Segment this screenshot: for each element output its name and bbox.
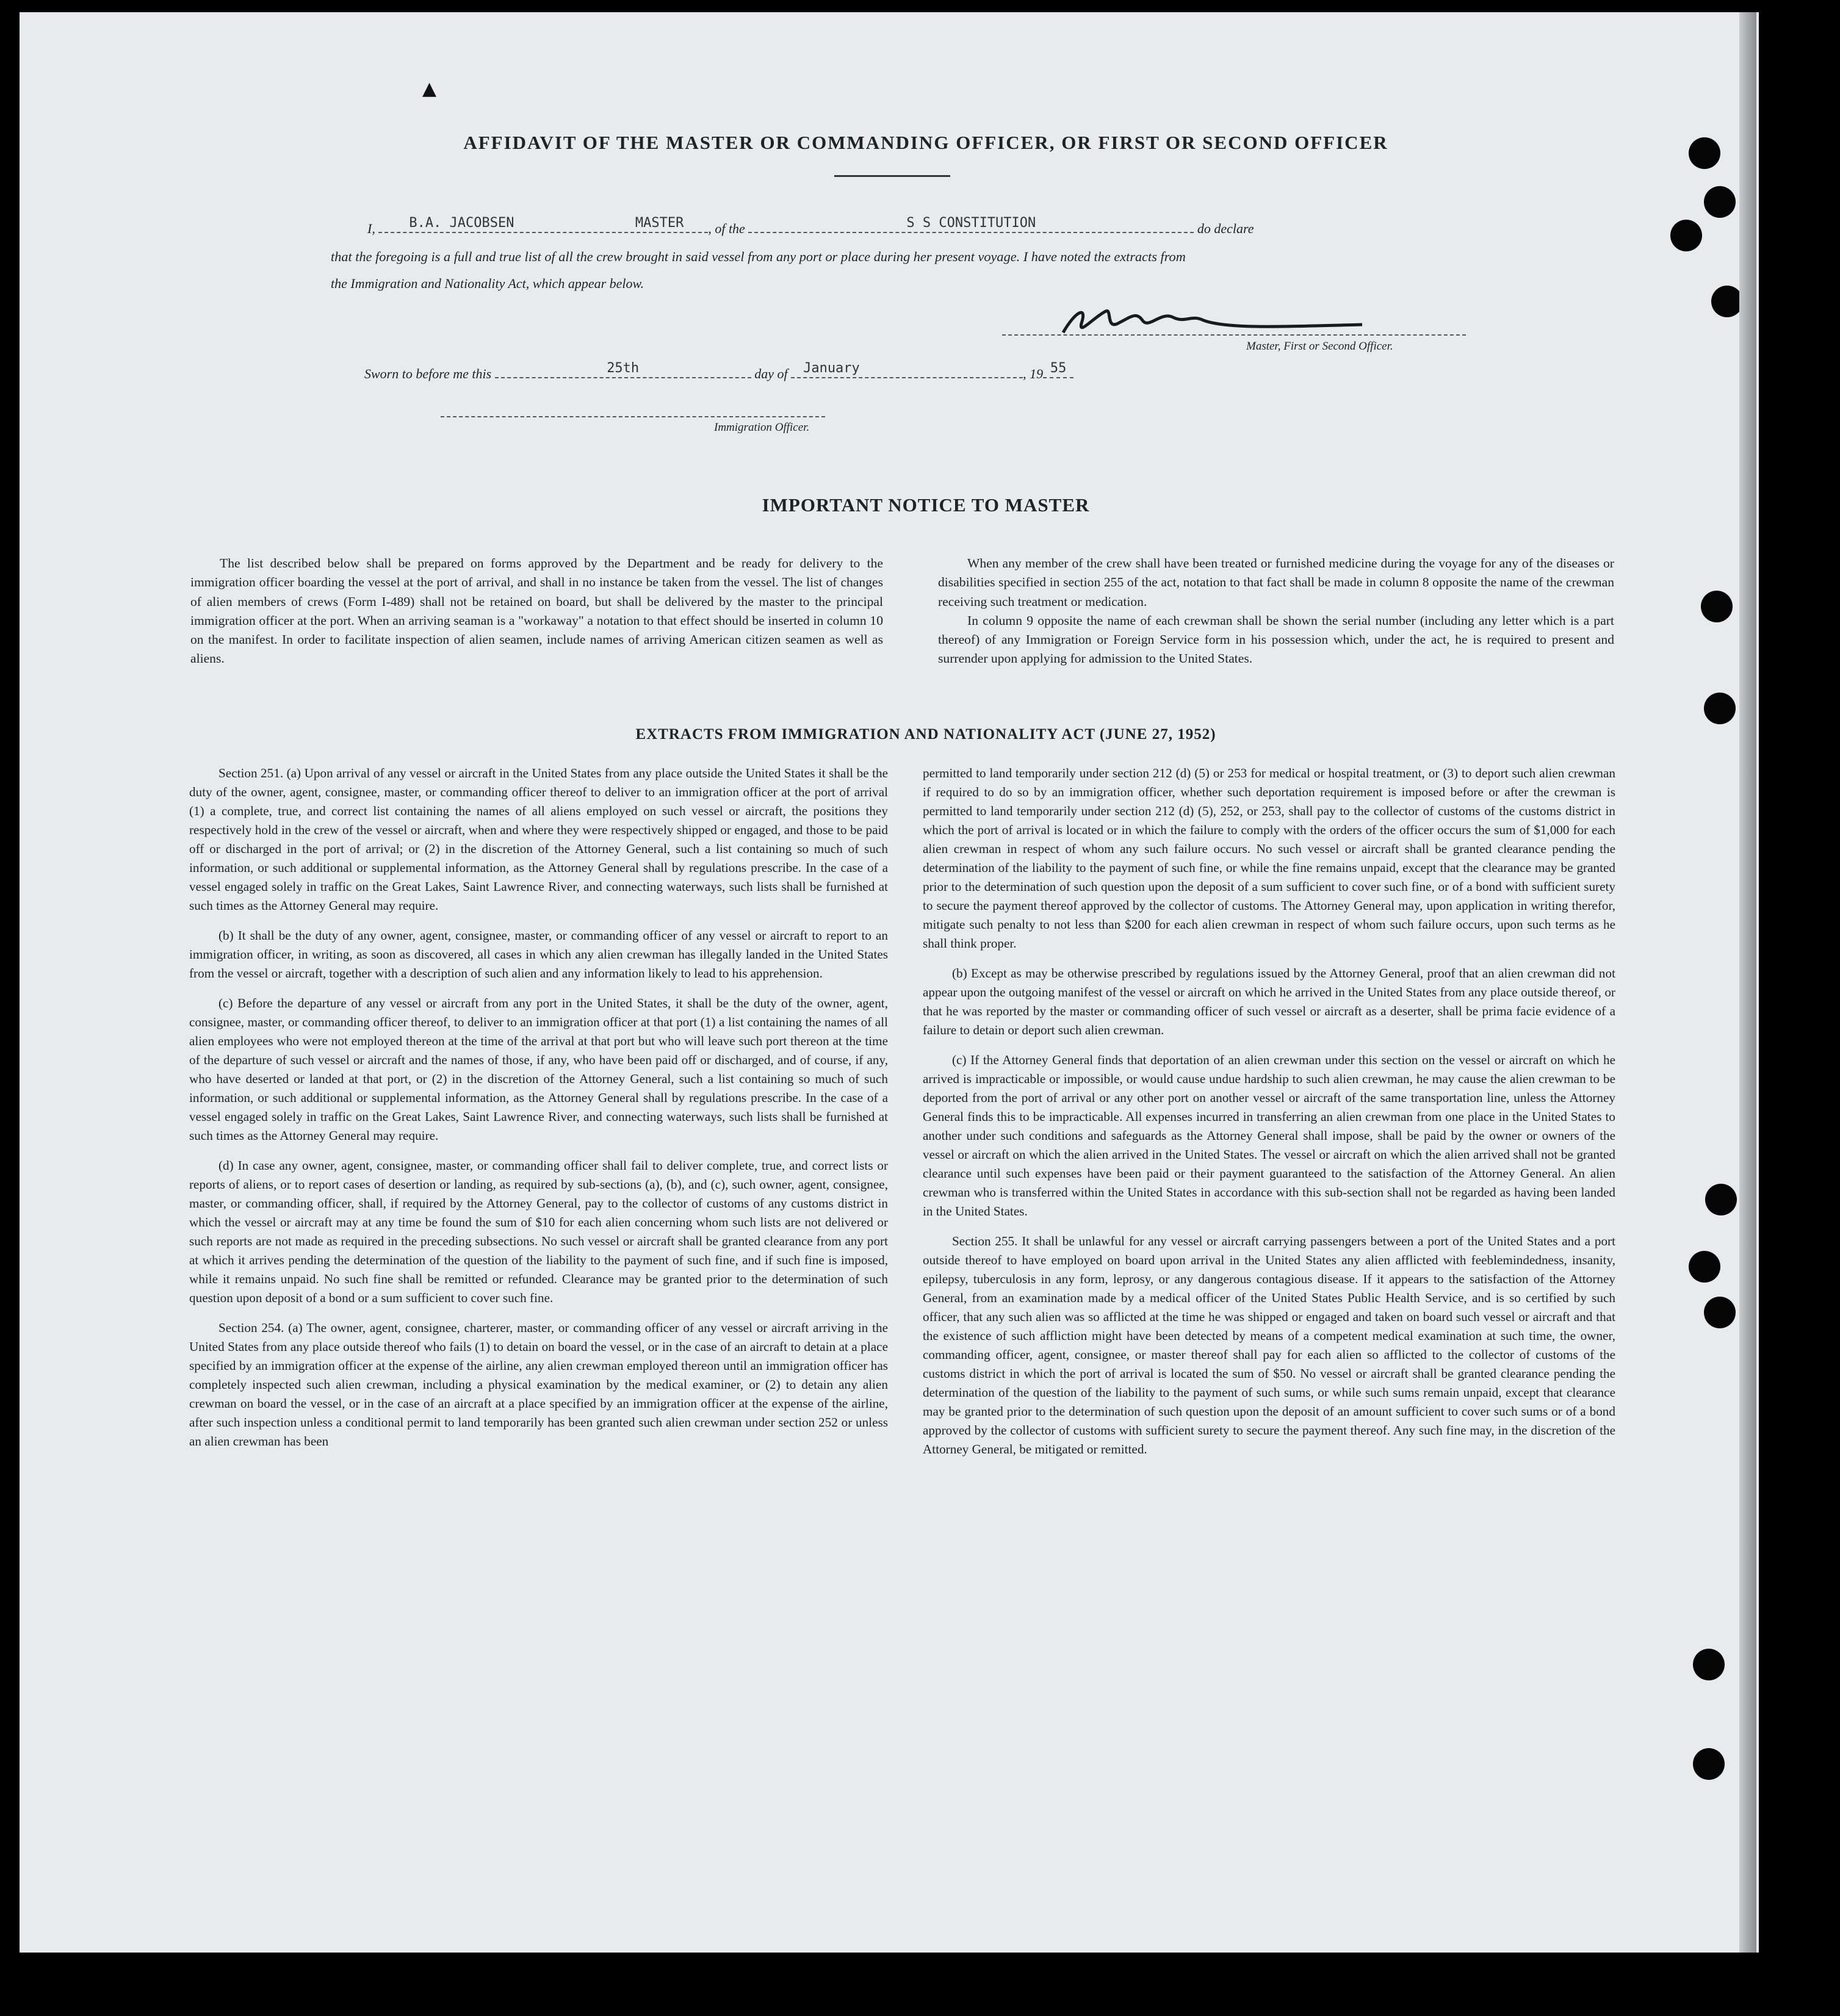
officer-rule (441, 416, 825, 417)
punch-hole-icon (1670, 220, 1702, 251)
punch-hole-icon (1704, 186, 1736, 218)
day-value: 25th (607, 361, 640, 376)
rank-value: MASTER (635, 215, 684, 231)
punch-hole-icon (1693, 1649, 1725, 1680)
section-251b: (b) It shall be the duty of any owner, agent, consignee, master, or commanding officer of any vessel or aircraft to report to an immigration officer, in writing, as soon as discovered, all cases in which any alien crewman has illegally landed in the United States from the vessel or aircraft, together with a description of such alien and any information likely to lead to his apprehension. (189, 928, 888, 981)
document-page (20, 12, 1759, 1953)
month-value: January (803, 361, 860, 376)
punch-hole-icon (1704, 693, 1736, 724)
punch-hole-icon (1693, 1748, 1725, 1780)
day-field (495, 361, 751, 378)
of-the-label: , of the (708, 221, 745, 236)
declarant-line (367, 215, 1254, 237)
section-254a-continued: permitted to land temporarily under section 212 (d) (5) or 253 for medical or hospital treatment, or (3) to deport such alien crewman if required to do so by an immigration officer, whether such deportation requirement is imposed before or after the crewman is permitted to land temporarily under section 212 (d) (5), 252, or 253, shall pay to the collector of customs of the customs district in which the port of arrival is located or in which the failure to comply with the orders of the officer occurs the sum of $1,000 for each alien crewman in respect of whom any such failure occurs. No such vessel or aircraft shall be granted clearance pending the determination of the liability to the payment of such fine, or while the fine remains unpaid, except that the clearance may be granted prior to the determination of such question upon the deposit of a sum sufficient to cover such fine, or of a bond with sufficient surety to secure the payment thereof approved by the collector of customs. The Attorney General may, upon application in writing therefor, mitigate such penalty to not less than $200 for each alien crewman in respect of whom such failure occurs, upon such terms as he shall think proper. (923, 766, 1615, 951)
name-value: B.A. JACOBSEN (409, 215, 514, 231)
notice-left-column (190, 554, 883, 669)
sworn-label: Sworn to before me this (364, 366, 492, 381)
do-declare-label: do declare (1197, 221, 1254, 236)
section-254c: (c) If the Attorney General finds that deportation of an alien crewman under this section on the vessel or aircraft on which he arrived is impracticable or impossible, or would cause undue hardship to such alien crewman, he may cause the alien crewman to be deported from the port of arrival or any other port on another vessel or aircraft of the same transportation line, unless the Attorney General finds this to be impracticable. All expenses incurred in transferring an alien crewman from one place in the United States to another under such conditions and safeguards as the Attorney General shall impose, shall be paid by the owner or owners of the vessel or aircraft on which the alien arrived in the United States. The vessel or aircraft on which the alien arrived shall not be granted clearance until such expenses have been paid or their payment guaranteed to the satisfaction of the Attorney General. An alien crewman who is transferred within the United States in accordance with this sub-section shall not be regarded as having been landed in the United States. (923, 1053, 1615, 1219)
officer-caption: Immigration Officer. (714, 421, 810, 434)
punch-hole-icon (1705, 1184, 1737, 1215)
section-251c: (c) Before the departure of any vessel or aircraft from any port in the United States, it shall be the duty of the owner, agent, consignee, master, or commanding officer thereof, to deliver to an immigration officer at that port (1) a list containing the names of all alien employees who were not employed thereon at the time of the arrival at that port but who will leave such port thereon at the time of the departure of such vessel or aircraft and the names of those, if any, who have been paid off or discharged, and of course, if any, who have deserted or landed at that port, or (2) in the discretion of the Attorney General, such a list containing so much of such information, or such additional or supplemental information, as the Attorney General shall by regulations prescribe. In the case of a vessel engaged solely in traffic on the Great Lakes, Saint Lawrence River, and connecting waterways, such lists shall be furnished at such times as the Attorney General may require. (189, 996, 888, 1143)
signature-rule (1002, 334, 1466, 336)
sworn-line (364, 361, 1073, 382)
title-divider (834, 175, 950, 177)
notice-right-para-1: When any member of the crew shall have been treated or furnished medicine during the voyage for any of the diseases or disabilities specified in section 255 of the act, notation to that fact shall be made in column 8 opposite the name of the crewman receiving such treatment or medication. (938, 556, 1614, 609)
extracts-title: EXTRACTS FROM IMMIGRATION AND NATIONALITY ACT (JUNE 27, 1952) (635, 726, 1216, 743)
section-254a: Section 254. (a) The owner, agent, consignee, charterer, master, or commanding officer of any vessel or aircraft arriving in the United States from any place outside thereof who fails (1) to detain on board the vessel, or in the case of an aircraft to detain at a place specified by an immigration officer at the expense of the airline, any alien crewman employed thereon until an immigration officer has completely inspected such alien crewman, including a physical examination by the medical examiner, or (2) to detain any alien crewman on board the vessel, or in the case of an aircraft at a place specified by an immigration officer at the expense of the airline, after such inspection unless a conditional permit to land temporarily has been granted such alien crewman under section 252 or unless an alien crewman has been (189, 1320, 888, 1449)
scan-mark-icon: ▲ (422, 78, 437, 99)
month-field (791, 361, 1023, 378)
year-prefix: , 19 (1023, 366, 1044, 381)
section-254b: (b) Except as may be otherwise prescribed by regulations issued by the Attorney General, proof that an alien crewman did not appear upon the outgoing manifest of the vessel or aircraft on which he arrived in the United States from any place outside thereof, or that he was reported by the master or commanding officer of such vessel or aircraft as a deserter, shall be prima facie evidence of a failure to detain or deport such alien crewman. (923, 966, 1615, 1037)
punch-hole-icon (1689, 1251, 1720, 1283)
extracts-left-column (189, 764, 888, 1462)
notice-left-para: The list described below shall be prepared on forms approved by the Department and be ready for delivery to the immigration officer boarding the vessel at the port of arrival, and shall in no instance be taken from the vessel. The list of changes of alien members of crews (Form I-489) shall not be retained on board, but shall be delivered by the master to the principal immigration officer at the port. When an arriving seaman is a "workaway" a notation to that effect should be inserted in column 10 on the manifest. In order to facilitate inspection of alien seamen, include names of arriving American citizen seamen as well as aliens. (190, 556, 883, 666)
section-255: Section 255. It shall be unlawful for any vessel or aircraft carrying passengers between a port of the United States and a port outside thereof to have employed on board upon arrival in the United States any alien afflicted with feeblemindedness, insanity, epilepsy, tuberculosis in any form, leprosy, or any dangerous contagious disease. If it appears to the satisfaction of the Attorney General, from an examination made by a medical officer of the United States Public Health Service, and is so certified by such officer, that any such alien was so afflicted at the time he was shipped or engaged and taken on board such vessel or aircraft and that the existence of such affliction might have been detected by means of a competent medical examination at such time, the owner, commanding officer, agent, consignee, or master thereof shall pay for each alien so afflicted to the collector of customs of the customs district in which the port of arrival is located the sum of $50. No vessel or aircraft shall be granted clearance pending the determination of the question of the liability to the payment of such sums, or while such sums remain unpaid, except that clearance may be granted prior to the determination of such question upon the deposit of an amount sufficient to cover such sums or of a bond approved by the collector of customs with sufficient surety to secure the payment thereof. Any such fine may, in the discretion of the Attorney General, be mitigated or remitted. (923, 1234, 1615, 1456)
punch-hole-icon (1704, 1297, 1736, 1328)
vessel-value: S S CONSTITUTION (906, 215, 1036, 231)
name-field (378, 215, 708, 233)
notice-right-para-2: In column 9 opposite the name of each crewman shall be shown the serial number (including any letter which is a part thereof) of any Immigration or Foreign Service form in his possession which, under the act, he is required to present and surrender upon applying for admission to the United States. (938, 613, 1614, 666)
notice-right-column (938, 554, 1614, 669)
punch-hole-icon (1711, 286, 1743, 317)
affidavit-title: AFFIDAVIT OF THE MASTER OR COMMANDING OFFICER, OR FIRST OR SECOND OFFICER (463, 132, 1388, 153)
extracts-right-column (923, 764, 1615, 1470)
declaration-line-2: the Immigration and Nationality Act, which appear below. (331, 276, 644, 291)
section-251a: Section 251. (a) Upon arrival of any vessel or aircraft in the United States from any place outside the United States it shall be the duty of the owner, agent, consignee, master, or commanding officer thereof to deliver to an immigration officer at the port of arrival (1) a complete, true, and correct list containing the names of all aliens employed on such vessel or aircraft, the positions they respectively hold in the crew of the vessel or aircraft, when and where they were respectively shipped or engaged, and those to be paid off or discharged in the port of arrival; or (2) in the discretion of the Attorney General, such a list containing so much of such information, or such additional or supplemental information, as the Attorney General shall by regulations prescribe. In the case of a vessel engaged solely in traffic on the Great Lakes, Saint Lawrence River, and connecting waterways, such lists shall be furnished at such times as the Attorney General may require. (189, 766, 888, 913)
year-value: 55 (1050, 361, 1067, 376)
declaration-line-1: that the foregoing is a full and true list of all the crew brought in said vessel from any port or place during her present voyage. I have noted the extracts from (331, 249, 1186, 264)
section-251d: (d) In case any owner, agent, consignee, master, or commanding officer shall fail to deliver complete, true, and correct lists or reports of aliens, or to report cases of desertion or landing, as required by sub-sections (a), (b), and (c), such owner, agent, consignee, master, or commanding officer, shall, if required by the Attorney General, pay to the collector of customs of any customs district in which the vessel or aircraft may at any time be found the sum of $10 for each alien concerning whom such lists are not delivered or such reports are not made as required in the preceding subsections. No such vessel or aircraft shall be granted clearance from any port at which it arrives pending the determination of the question of the liability to the payment of such fine, and if such fine is imposed, while it remains unpaid. No such fine shall be remitted or refunded. Clearance may be granted prior to the determination of such question upon deposit of a bond or a sum sufficient to cover such fine. (189, 1158, 888, 1305)
i-label: I, (367, 221, 375, 236)
vessel-field (748, 215, 1194, 233)
year-field (1043, 361, 1073, 378)
punch-hole-icon (1689, 137, 1720, 169)
day-of-label: day of (754, 366, 788, 381)
notice-title: IMPORTANT NOTICE TO MASTER (762, 494, 1090, 516)
page-fold-edge (1739, 12, 1756, 1953)
punch-hole-icon (1701, 591, 1733, 622)
master-caption: Master, First or Second Officer. (1246, 340, 1393, 353)
